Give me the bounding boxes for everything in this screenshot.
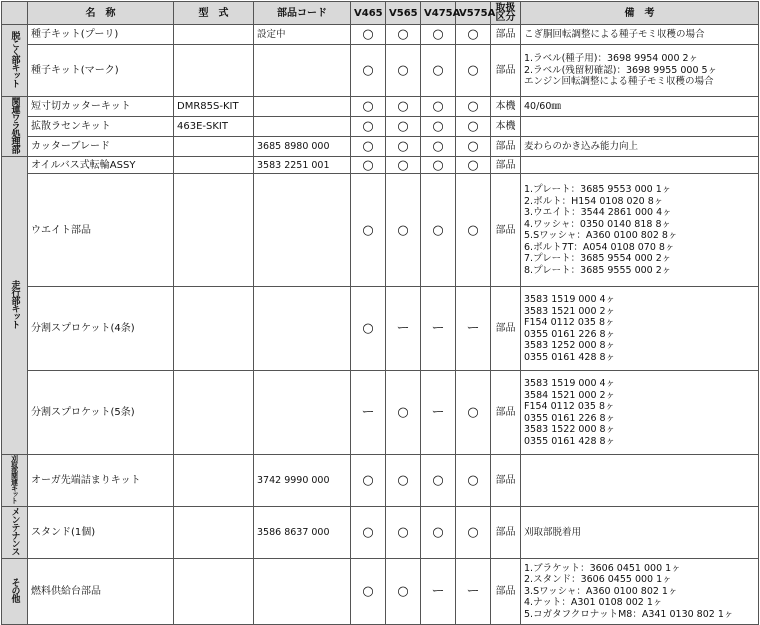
note-line: 2.ボルト：H154 0108 020 8ヶ xyxy=(524,195,664,207)
note-line: 1.ラベル(種子用)：3698 9954 000 2ヶ xyxy=(524,53,699,65)
notes-cell xyxy=(521,507,759,559)
note-line: F154 0112 035 8ヶ xyxy=(524,401,615,412)
note-line: 0355 0161 226 8ヶ xyxy=(524,328,616,340)
part-name: オイルバス式転輪ASSY xyxy=(28,157,174,174)
fit-v465: ○ xyxy=(351,117,386,137)
fit-v565: ー xyxy=(386,287,421,371)
note-line: こぎ胴回転調整による種子モミ収穫の場合 xyxy=(524,28,705,40)
table-row xyxy=(2,371,759,455)
fit-v465: ○ xyxy=(351,25,386,45)
note-line: F154 0112 035 8ヶ xyxy=(524,317,615,328)
part-name: ウエイト部品 xyxy=(28,174,174,287)
header-code: 部品コード xyxy=(254,2,351,25)
notes-cell xyxy=(521,174,759,287)
fit-v575a: ー xyxy=(456,559,491,625)
model-number: 463E-SKIT xyxy=(174,117,254,137)
handling-category: 本機 xyxy=(491,97,521,117)
part-code xyxy=(254,559,351,625)
notes-cell xyxy=(521,117,759,137)
fit-v575a: ○ xyxy=(456,117,491,137)
note-line: 4.ナット：A301 0108 002 1ヶ xyxy=(524,597,663,609)
part-code: 3586 8637 000 xyxy=(254,507,351,559)
model-number xyxy=(174,507,254,559)
header-row xyxy=(2,2,759,25)
note-line: 麦わらのかき込み能力向上 xyxy=(524,140,639,152)
model-number xyxy=(174,455,254,507)
fit-v565: ○ xyxy=(386,507,421,559)
fit-v475a: ○ xyxy=(421,455,456,507)
note-line: 0355 0161 226 8ヶ xyxy=(524,412,616,424)
fit-v465: ○ xyxy=(351,45,386,97)
fit-v565: ○ xyxy=(386,559,421,625)
header-category xyxy=(2,2,28,25)
fit-v475a: ー xyxy=(421,371,456,455)
fit-v565: ○ xyxy=(386,137,421,157)
model-number: DMR85S-KIT xyxy=(174,97,254,117)
note-line: 2.スタンド：3606 0455 000 1ヶ xyxy=(524,574,672,586)
header-model: 型 式 xyxy=(174,2,254,25)
handling-category: 部品 xyxy=(491,507,521,559)
notes-cell xyxy=(521,455,759,507)
fit-v575a: ○ xyxy=(456,174,491,287)
part-code xyxy=(254,174,351,287)
fit-v465: ○ xyxy=(351,174,386,287)
header-v565: V565 xyxy=(386,2,421,25)
fit-v475a: ○ xyxy=(421,157,456,174)
note-line: 0355 0161 428 8ヶ xyxy=(524,435,616,447)
fit-v575a: ○ xyxy=(456,45,491,97)
fit-v465: ー xyxy=(351,371,386,455)
part-name: 分割スプロケット(5条) xyxy=(28,371,174,455)
header-name: 名 称 xyxy=(28,2,174,25)
note-line: 1.プレート：3685 9553 000 1ヶ xyxy=(524,184,672,195)
model-number xyxy=(174,174,254,287)
header-kubun: 取扱区分 xyxy=(491,2,521,25)
notes-cell xyxy=(521,45,759,97)
fit-v475a: ○ xyxy=(421,117,456,137)
category-cell xyxy=(2,97,28,157)
note-line: 3583 1252 000 8ヶ xyxy=(524,340,616,351)
part-code xyxy=(254,97,351,117)
note-line: 6.ボルト7T：A054 0108 070 8ヶ xyxy=(524,241,675,253)
notes-cell xyxy=(521,25,759,45)
handling-category: 部品 xyxy=(491,157,521,174)
model-number xyxy=(174,371,254,455)
part-name: 種子キット(プーリ) xyxy=(28,25,174,45)
fit-v475a: ○ xyxy=(421,507,456,559)
model-number xyxy=(174,45,254,97)
category-label: 関連ワラ処理部 xyxy=(9,97,20,153)
fit-v465: ○ xyxy=(351,287,386,371)
table-row xyxy=(2,174,759,287)
handling-category: 部品 xyxy=(491,25,521,45)
note-line: 3.Sワッシャ：A360 0100 802 1ヶ xyxy=(524,585,678,597)
table-row xyxy=(2,507,759,559)
fit-v575a: ○ xyxy=(456,507,491,559)
table-row xyxy=(2,137,759,157)
handling-category: 部品 xyxy=(491,45,521,97)
part-code: 3583 2251 001 xyxy=(254,157,351,174)
notes-cell xyxy=(521,157,759,174)
category-label: 脱こく部キット xyxy=(9,31,20,87)
fit-v575a: ○ xyxy=(456,371,491,455)
category-cell xyxy=(2,455,28,507)
table-row xyxy=(2,45,759,97)
note-line: 3583 1519 000 4ヶ xyxy=(524,378,616,389)
category-cell xyxy=(2,507,28,559)
fit-v575a: ー xyxy=(456,287,491,371)
note-line: 3584 1521 000 2ヶ xyxy=(524,389,616,401)
fit-v475a: ○ xyxy=(421,25,456,45)
model-number xyxy=(174,559,254,625)
notes-cell xyxy=(521,559,759,625)
part-name: 燃料供給台部品 xyxy=(28,559,174,625)
fit-v475a: ○ xyxy=(421,45,456,97)
fit-v565: ○ xyxy=(386,45,421,97)
fit-v565: ○ xyxy=(386,157,421,174)
table-row xyxy=(2,25,759,45)
table-row xyxy=(2,97,759,117)
note-line: 4.ワッシャ：0350 0140 818 8ヶ xyxy=(524,218,671,230)
fit-v575a: ○ xyxy=(456,97,491,117)
fit-v575a: ○ xyxy=(456,157,491,174)
notes-cell xyxy=(521,97,759,117)
model-number xyxy=(174,287,254,371)
handling-category: 部品 xyxy=(491,559,521,625)
fit-v475a: ー xyxy=(421,287,456,371)
fit-v565: ○ xyxy=(386,117,421,137)
note-line: 8.プレート：3685 9555 000 2ヶ xyxy=(524,264,672,276)
fit-v475a: ○ xyxy=(421,137,456,157)
fit-v565: ○ xyxy=(386,25,421,45)
note-line: 40/60㎜ xyxy=(524,100,561,112)
fit-v475a: ○ xyxy=(421,97,456,117)
header-notes: 備 考 xyxy=(521,2,759,25)
fit-v565: ○ xyxy=(386,97,421,117)
category-label: 刈取部関連キット xyxy=(10,455,19,503)
fit-v475a: ○ xyxy=(421,174,456,287)
note-line: 3583 1521 000 2ヶ xyxy=(524,305,616,317)
part-name: カッターブレード xyxy=(28,137,174,157)
handling-category: 部品 xyxy=(491,455,521,507)
model-number xyxy=(174,157,254,174)
fit-v475a: ー xyxy=(421,559,456,625)
part-code: 設定中 xyxy=(254,25,351,45)
fit-v465: ○ xyxy=(351,559,386,625)
part-code xyxy=(254,45,351,97)
fit-v575a: ○ xyxy=(456,137,491,157)
fit-v565: ○ xyxy=(386,174,421,287)
note-line: 2.ラベル(残留籾確認)：3698 9955 000 5ヶ xyxy=(524,64,718,76)
fit-v465: ○ xyxy=(351,137,386,157)
note-line: 0355 0161 428 8ヶ xyxy=(524,351,616,363)
handling-category: 部品 xyxy=(491,287,521,371)
category-cell xyxy=(2,25,28,97)
header-v465: V465 xyxy=(351,2,386,25)
fit-v575a: ○ xyxy=(456,25,491,45)
table-row xyxy=(2,287,759,371)
table-row xyxy=(2,559,759,625)
note-line: エンジン回転調整による種子モミ収穫の場合 xyxy=(524,76,714,88)
fit-v465: ○ xyxy=(351,455,386,507)
notes-cell xyxy=(521,137,759,157)
part-code xyxy=(254,117,351,137)
handling-category: 部品 xyxy=(491,174,521,287)
table-row xyxy=(2,117,759,137)
fit-v465: ○ xyxy=(351,157,386,174)
category-label: メンテナンス xyxy=(9,507,20,555)
note-line: 7.プレート：3685 9554 000 2ヶ xyxy=(524,253,672,264)
parts-table xyxy=(1,1,759,625)
part-code: 3685 8980 000 xyxy=(254,137,351,157)
category-cell xyxy=(2,157,28,455)
part-name: 拡散ラセンキット xyxy=(28,117,174,137)
model-number xyxy=(174,137,254,157)
note-line: 3.ウエイト：3544 2861 000 4ヶ xyxy=(524,207,672,218)
notes-cell xyxy=(521,287,759,371)
part-name: 分割スプロケット(4条) xyxy=(28,287,174,371)
category-label: 走行部キット xyxy=(9,280,20,328)
part-code: 3742 9990 000 xyxy=(254,455,351,507)
fit-v465: ○ xyxy=(351,507,386,559)
part-code xyxy=(254,287,351,371)
category-label: その他 xyxy=(9,578,20,602)
note-line: 刈取部脱着用 xyxy=(524,526,582,538)
table-row xyxy=(2,157,759,174)
part-name: 短寸切カッターキット xyxy=(28,97,174,117)
fit-v565: ○ xyxy=(386,371,421,455)
fit-v465: ○ xyxy=(351,97,386,117)
fit-v565: ○ xyxy=(386,455,421,507)
handling-category: 本機 xyxy=(491,117,521,137)
header-v575a: V575A xyxy=(456,2,491,25)
note-line: 5.コガタフクロナットM8：A341 0130 802 1ヶ xyxy=(524,608,734,620)
note-line: 1.ブラケット：3606 0451 000 1ヶ xyxy=(524,562,681,574)
header-v475a: V475A xyxy=(421,2,456,25)
category-cell xyxy=(2,559,28,625)
handling-category: 部品 xyxy=(491,371,521,455)
model-number xyxy=(174,25,254,45)
fit-v575a: ○ xyxy=(456,455,491,507)
table-row xyxy=(2,455,759,507)
part-name: スタンド(1個) xyxy=(28,507,174,559)
part-name: オーガ先端詰まりキット xyxy=(28,455,174,507)
part-name: 種子キット(マーク) xyxy=(28,45,174,97)
note-line: 5.Sワッシャ：A360 0100 802 8ヶ xyxy=(524,230,678,241)
notes-cell xyxy=(521,371,759,455)
handling-category: 部品 xyxy=(491,137,521,157)
note-line: 3583 1522 000 8ヶ xyxy=(524,424,616,435)
part-code xyxy=(254,371,351,455)
note-line: 3583 1519 000 4ヶ xyxy=(524,294,616,305)
